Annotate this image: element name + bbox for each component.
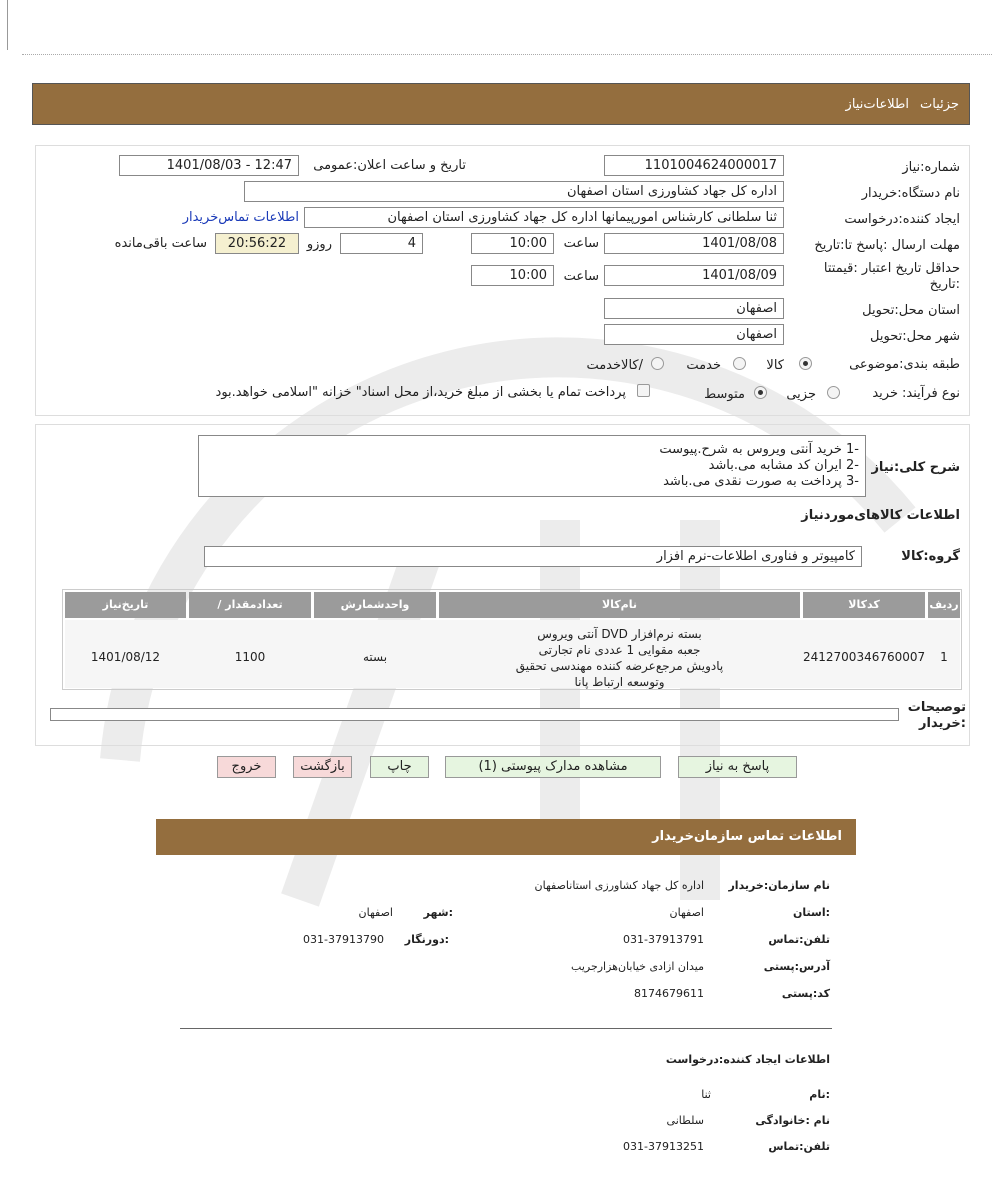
col-code: کدکالا bbox=[803, 592, 925, 618]
cell-name-line-4: وتوسعه ارتباط پانا bbox=[574, 675, 665, 689]
tab-need-info[interactable]: اطلاعات‌نیاز bbox=[845, 97, 909, 112]
details-header bbox=[32, 83, 970, 125]
left-border bbox=[7, 0, 8, 50]
province-field[interactable]: اصفهان bbox=[604, 298, 784, 319]
cell-row: 1 bbox=[940, 650, 948, 664]
goods-info-title: اطلاعات کالاهای‌موردنیاز bbox=[801, 508, 960, 523]
deadline-date-field[interactable]: 1401/08/08 bbox=[604, 233, 784, 254]
need-number-label: شماره:نیاز bbox=[902, 160, 960, 175]
treasury-payment-note: پرداخت تمام یا بخشی از مبلغ خرید،از محل اسناد" خزانه "اسلامی خواهد.بود bbox=[215, 385, 626, 400]
category-goods-radio[interactable] bbox=[799, 357, 812, 370]
category-label: طبقه بندی:موضوعی bbox=[849, 357, 960, 372]
validity-time-label: ساعت bbox=[563, 269, 599, 284]
contact-postal-label: کد:پستی bbox=[781, 987, 830, 1000]
col-name: نام‌کالا bbox=[439, 592, 800, 618]
validity-date-field[interactable]: 1401/08/09 bbox=[604, 265, 784, 286]
cell-name bbox=[439, 626, 800, 690]
contact-divider bbox=[180, 1028, 832, 1029]
col-unit: واحدشمارش bbox=[314, 592, 436, 618]
province-label: استان محل:تحویل bbox=[862, 303, 960, 318]
category-service-radio[interactable] bbox=[733, 357, 746, 370]
contact-address-label: آدرس:پستی bbox=[763, 960, 830, 973]
days-label: روزو bbox=[306, 237, 332, 252]
contact-header bbox=[156, 819, 856, 855]
contact-header-title: اطلاعات تماس سازمان‌خریدار bbox=[652, 829, 842, 844]
contact-phone-label: تلفن:تماس bbox=[768, 933, 830, 946]
need-number-field[interactable]: 1101004624000017 bbox=[604, 155, 784, 176]
goods-group-field[interactable]: کامپیوتر و فناوری اطلاعات-نرم افزار bbox=[204, 546, 862, 567]
col-row: ردیف bbox=[928, 592, 960, 618]
remaining-label: ساعت باقی‌مانده bbox=[114, 236, 207, 251]
remaining-timer: 20:56:22 bbox=[215, 233, 299, 254]
cell-date: 1401/08/12 bbox=[90, 650, 161, 664]
tab-details[interactable]: جزئیات bbox=[920, 97, 959, 112]
attachments-button[interactable]: مشاهده مدارک پیوستی (1) bbox=[445, 756, 661, 778]
goods-group-label: گروه:کالا bbox=[901, 549, 960, 564]
col-date: تاریخ‌نیاز bbox=[65, 592, 186, 618]
cell-code: 2412700346760007 bbox=[803, 650, 926, 664]
buyer-org-label: نام دستگاه:خریدار bbox=[861, 186, 960, 201]
contact-address: میدان ازادی خیابان‌هزارجریب bbox=[571, 960, 704, 973]
top-dotted-divider bbox=[22, 54, 992, 55]
creator-family: سلطانی bbox=[666, 1114, 704, 1127]
description-label: شرح کلی:نیاز bbox=[871, 460, 960, 475]
description-line-2: -2 ایران کد مشابه می.باشد bbox=[708, 458, 859, 473]
category-goods-service-radio[interactable] bbox=[651, 357, 664, 370]
cell-unit: بسته bbox=[362, 650, 388, 664]
buyer-notes-label: توصیحات bbox=[907, 700, 966, 715]
validity-label-2: :تاریخ bbox=[929, 277, 960, 292]
creator-info-title: اطلاعات ایجاد کننده:درخواست bbox=[665, 1053, 830, 1066]
city-label: شهر محل:تحویل bbox=[870, 329, 960, 344]
description-line-1: -1 خرید آنتی ویروس به شرح.پیوست bbox=[659, 442, 859, 457]
contact-fax: 031-37913790 bbox=[303, 933, 384, 946]
deadline-time-field[interactable]: 10:00 bbox=[471, 233, 554, 254]
cell-name-line-1: بسته نرم‌افزار DVD آنتی ویروس bbox=[537, 627, 702, 641]
reply-button[interactable]: پاسخ به نیاز bbox=[678, 756, 797, 778]
cell-qty: 1100 bbox=[234, 650, 266, 664]
process-type-label: نوع فرآیند: bbox=[902, 386, 960, 401]
cell-name-line-2: جعبه مقوایی 1 عددی نام تجارتی bbox=[538, 643, 701, 657]
process-partial-radio[interactable] bbox=[827, 386, 840, 399]
print-button[interactable]: چاپ bbox=[370, 756, 429, 778]
city-field[interactable]: اصفهان bbox=[604, 324, 784, 345]
deadline-label: مهلت ارسال :پاسخ تا:تاریخ bbox=[814, 238, 960, 253]
description-field[interactable] bbox=[198, 435, 866, 497]
creator-phone-label: تلفن:تماس bbox=[768, 1140, 830, 1153]
buyer-org-field[interactable]: اداره کل جهاد کشاورزی استان اصفهان bbox=[244, 181, 784, 202]
creator-label: ایجاد کننده:درخواست bbox=[844, 212, 960, 227]
contact-province-label: :استان bbox=[793, 906, 830, 919]
creator-field[interactable]: ثنا سلطانی کارشناس امورپیمانها اداره کل جهاد کشاورزی استان اصفهان bbox=[304, 207, 784, 228]
validity-time-field[interactable]: 10:00 bbox=[471, 265, 554, 286]
buyer-notes-label-2: :خریدار bbox=[919, 716, 966, 731]
validity-label: حداقل تاریخ اعتبار :قیمتتا bbox=[823, 261, 960, 276]
back-button[interactable]: بازگشت bbox=[293, 756, 352, 778]
creator-name-label: :نام bbox=[809, 1088, 830, 1101]
announce-label: تاریخ و ساعت اعلان:عمومی bbox=[313, 158, 466, 173]
treasury-payment-checkbox[interactable] bbox=[637, 384, 650, 397]
contact-phone: 031-37913791 bbox=[623, 933, 704, 946]
contact-org: اداره کل جهاد کشاورزی استاناصفهان bbox=[534, 879, 704, 892]
process-medium-radio[interactable] bbox=[754, 386, 767, 399]
process-buy-label: خرید bbox=[872, 386, 898, 401]
contact-city-label: :شهر bbox=[423, 906, 453, 919]
buyer-notes-field[interactable] bbox=[50, 708, 899, 721]
exit-button[interactable]: خروج bbox=[217, 756, 276, 778]
col-qty: / تعدادمقدار bbox=[189, 592, 311, 618]
category-goods-service-label: /کالاخدمت bbox=[586, 358, 643, 373]
description-line-3: -3 پرداخت به صورت نقدی می.باشد bbox=[663, 474, 859, 489]
contact-fax-label: :دورنگار bbox=[404, 933, 449, 946]
contact-city: اصفهان bbox=[358, 906, 393, 919]
category-service-label: خدمت bbox=[686, 358, 721, 373]
process-medium-label: متوسط bbox=[704, 387, 745, 402]
creator-family-label: نام :خانوادگی bbox=[755, 1114, 830, 1127]
buyer-contact-link[interactable]: اطلاعات تماس‌خریدار bbox=[182, 210, 299, 225]
cell-name-line-3: پادویش مرجع‌عرضه کننده مهندسی تحقیق bbox=[515, 659, 724, 673]
contact-org-label: نام سازمان:خریدار bbox=[728, 879, 830, 892]
process-partial-label: جزیی bbox=[786, 387, 816, 402]
creator-name: ثنا bbox=[701, 1088, 711, 1101]
days-field[interactable]: 4 bbox=[340, 233, 423, 254]
category-goods-label: کالا bbox=[766, 358, 784, 373]
contact-province: اصفهان bbox=[669, 906, 704, 919]
announce-field[interactable]: 1401/08/03 - 12:47 bbox=[119, 155, 299, 176]
creator-phone: 031-37913251 bbox=[623, 1140, 704, 1153]
deadline-time-label: ساعت bbox=[563, 236, 599, 251]
contact-postal: 8174679611 bbox=[634, 987, 704, 1000]
